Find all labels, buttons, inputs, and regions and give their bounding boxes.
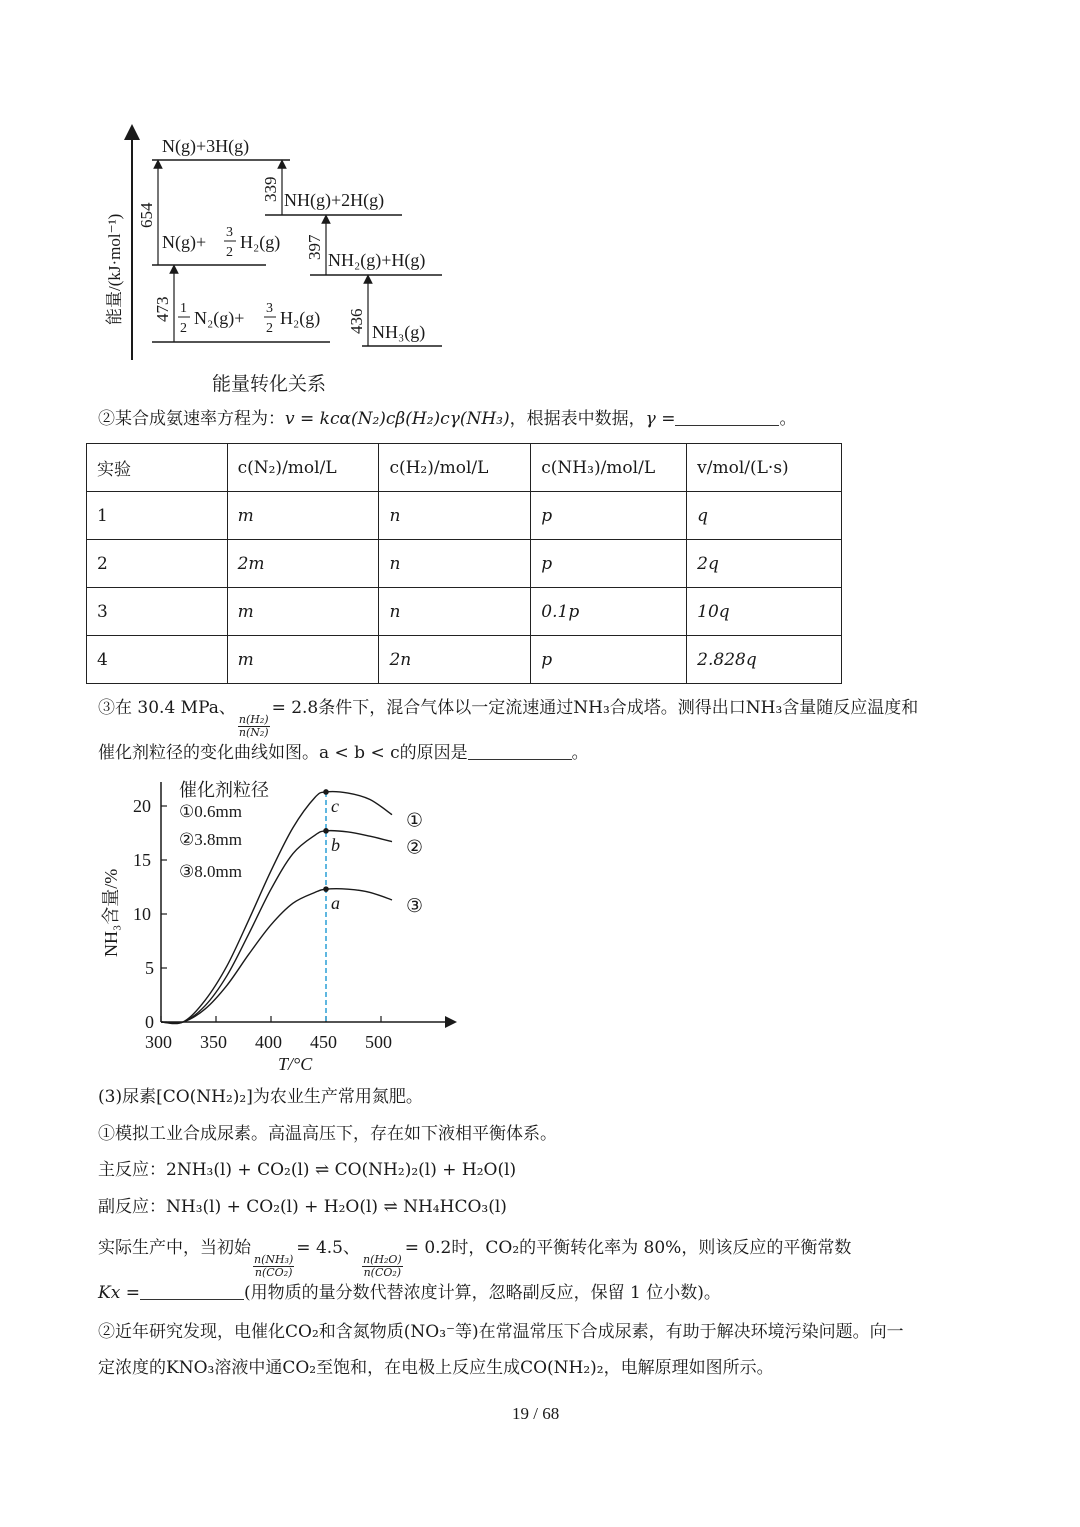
diagram-caption: 能量转化关系 [212, 374, 327, 395]
level-half-n2-suffix: H₂(g) [280, 308, 321, 328]
table-header-cell: c(N₂)/mol/L [227, 444, 379, 492]
page-number: 19 / 68 [512, 1404, 560, 1423]
q3-frac-den: n(N₂) [238, 726, 269, 739]
q2-end: 。 [779, 409, 797, 429]
frac-den: n(CO₂) [363, 1266, 402, 1279]
section3-p1: ①模拟工业合成尿素。高温高压下，存在如下液相平衡体系。 [98, 1124, 557, 1144]
frac-num: n(NH₃) [254, 1253, 294, 1266]
frac-den: n(CO₂) [254, 1266, 293, 1279]
table-cell: 10q [687, 588, 842, 636]
series-label-1: ① [406, 810, 424, 832]
table-cell: m [227, 492, 379, 540]
chart-legend-item-3: ③8.0mm [179, 862, 242, 881]
frac-2-bottom-b: 2 [266, 321, 273, 336]
frac-num: n(H₂O) [362, 1253, 402, 1266]
p2-text-b: = 4.5、 [296, 1238, 360, 1258]
series-label-3: ③ [406, 895, 424, 917]
nh3-content-chart [95, 772, 475, 1077]
table-cell: 4 [87, 636, 228, 684]
side-reaction: 副反应：NH₃(l) + CO₂(l) + H₂O(l) ⇌ NH₄HCO₃(l) [98, 1197, 507, 1217]
frac-2-bottom-a: 2 [180, 321, 187, 336]
x-tick-label: 500 [365, 1032, 392, 1052]
section3-p4: ②近年研究发现，电催化CO₂和含氮物质(NO₃⁻等)在常温常压下合成尿素，有助于解决环境污染问题。向一 [98, 1322, 904, 1342]
q2-equation: v = kcα(N₂)cβ(H₂)cγ(NH₃) [285, 409, 510, 429]
table-cell: 3 [87, 588, 228, 636]
q2-gamma: γ = [645, 409, 676, 429]
point-label-b: b [331, 834, 340, 855]
point-label-c: c [331, 795, 339, 816]
table-cell: q [687, 492, 842, 540]
peak-point-c [323, 789, 329, 795]
table-header-cell: c(NH₃)/mol/L [531, 444, 687, 492]
y-tick-label: 5 [145, 958, 154, 978]
q2-line [98, 407, 796, 431]
table-cell: p [531, 540, 687, 588]
gap-473: 473 [153, 296, 172, 322]
section3-title: (3)尿素[CO(NH₂)₂]为农业生产常用氮肥。 [98, 1087, 423, 1107]
table-cell: 2q [687, 540, 842, 588]
table-cell: n [379, 492, 531, 540]
frac-1-top-a: 1 [180, 301, 187, 316]
series-label-2: ② [406, 837, 424, 859]
answer-blank-kx[interactable] [140, 1281, 244, 1300]
y-tick-label: 0 [145, 1012, 154, 1032]
section3-p2 [98, 1236, 851, 1279]
main-reaction: 主反应：2NH₃(l) + CO₂(l) ⇌ CO(NH₂)₂(l) + H₂O(l) [98, 1160, 517, 1180]
ratio-nh3-co2 [253, 1254, 294, 1279]
p2-text-a: 实际生产中，当初始 [98, 1238, 251, 1258]
table-row [87, 588, 842, 636]
table-row [87, 540, 842, 588]
q3-line-1 [98, 696, 918, 739]
y-tick-label: 15 [133, 850, 151, 870]
y-tick-label: 20 [133, 796, 151, 816]
chart-y-label: NH₃含量/% [101, 868, 121, 957]
table-row [87, 636, 842, 684]
table-cell: m [227, 588, 379, 636]
answer-blank-gamma[interactable] [675, 407, 779, 426]
chart-x-label: T/°C [278, 1054, 313, 1074]
table-row [87, 492, 842, 540]
gap-436: 436 [347, 308, 366, 334]
table-cell: n [379, 588, 531, 636]
table-cell: 2 [87, 540, 228, 588]
q3-line-2 [98, 741, 589, 765]
frac-2-bottom: 2 [226, 245, 233, 260]
x-tick-label: 450 [310, 1032, 337, 1052]
point-label-a: a [331, 893, 340, 914]
series-line-3 [161, 889, 392, 1023]
level-half-n2-prefix: N₂(g)+ [194, 308, 245, 328]
table-cell: 2n [379, 636, 531, 684]
table-cell: 2m [227, 540, 379, 588]
gap-339: 339 [261, 176, 280, 202]
energy-diagram [90, 120, 470, 400]
x-tick-label: 400 [255, 1032, 282, 1052]
answer-blank-reason[interactable] [468, 741, 572, 760]
q3-frac-num: n(H₂) [238, 713, 269, 726]
q3-end: 。 [571, 743, 589, 763]
chart-legend-item-2: ②3.8mm [179, 830, 242, 849]
x-tick-label: 300 [145, 1032, 172, 1052]
q3-line2: 催化剂粒径的变化曲线如图。a < b < c的原因是 [98, 743, 468, 763]
p2-text-c: = 0.2时，CO₂的平衡转化率为 80%，则该反应的平衡常数 [404, 1238, 852, 1258]
frac-3-top-b: 3 [266, 301, 273, 316]
level-nh2-h: NH₂(g)+H(g) [328, 250, 426, 270]
series-line-1 [161, 792, 392, 1024]
table-header-cell: v/mol/(L·s) [687, 444, 842, 492]
q2-text-a: ②某合成氨速率方程为： [98, 409, 285, 429]
frac-3-top: 3 [226, 225, 233, 240]
table-cell: p [531, 492, 687, 540]
table-cell: m [227, 636, 379, 684]
section3-p5: 定浓度的KNO₃溶液中通CO₂至饱和，在电极上反应生成CO(NH₂)₂，电解原理如图所示。 [98, 1358, 774, 1378]
chart-legend-title: 催化剂粒径 [179, 780, 269, 800]
gap-654: 654 [137, 202, 156, 228]
chart-legend-item-1: ①0.6mm [179, 802, 242, 821]
table-header-cell: c(H₂)/mol/L [379, 444, 531, 492]
rate-data-table [86, 443, 842, 684]
q3-text-b: = 2.8条件下，混合气体以一定流速通过NH₃合成塔。测得出口NH₃含量随反应温度和 [271, 698, 919, 718]
table-cell: 1 [87, 492, 228, 540]
table-header-row [87, 444, 842, 492]
table-cell: 2.828q [687, 636, 842, 684]
level-n-3h: N(g)+3H(g) [162, 136, 250, 156]
table-header-cell: 实验 [87, 444, 228, 492]
peak-point-a [323, 886, 329, 892]
table-cell: n [379, 540, 531, 588]
gap-397: 397 [305, 234, 324, 260]
peak-point-b [323, 828, 329, 834]
x-tick-label: 350 [200, 1032, 227, 1052]
q3-ratio-fraction [238, 714, 270, 739]
table-cell: 0.1p [531, 588, 687, 636]
q3-text-a: ③在 30.4 MPa、 [98, 698, 236, 718]
p3-text-b: (用物质的量分数代替浓度计算，忽略副反应，保留 1 位小数)。 [243, 1283, 721, 1303]
ratio-h2o-co2 [362, 1254, 403, 1279]
y-tick-label: 10 [133, 904, 151, 924]
energy-axis-label: 能量/(kJ·mol⁻¹) [105, 213, 124, 325]
level-n-h2-prefix: N(g)+ [162, 232, 207, 252]
q2-text-b: ，根据表中数据， [509, 409, 646, 429]
level-n-h2-suffix: H₂(g) [240, 232, 281, 252]
section3-p3 [98, 1281, 721, 1305]
level-nh3: NH₃(g) [372, 322, 426, 342]
level-nh-2h: NH(g)+2H(g) [284, 190, 385, 210]
table-cell: p [531, 636, 687, 684]
kx-symbol: Kx = [98, 1283, 140, 1303]
